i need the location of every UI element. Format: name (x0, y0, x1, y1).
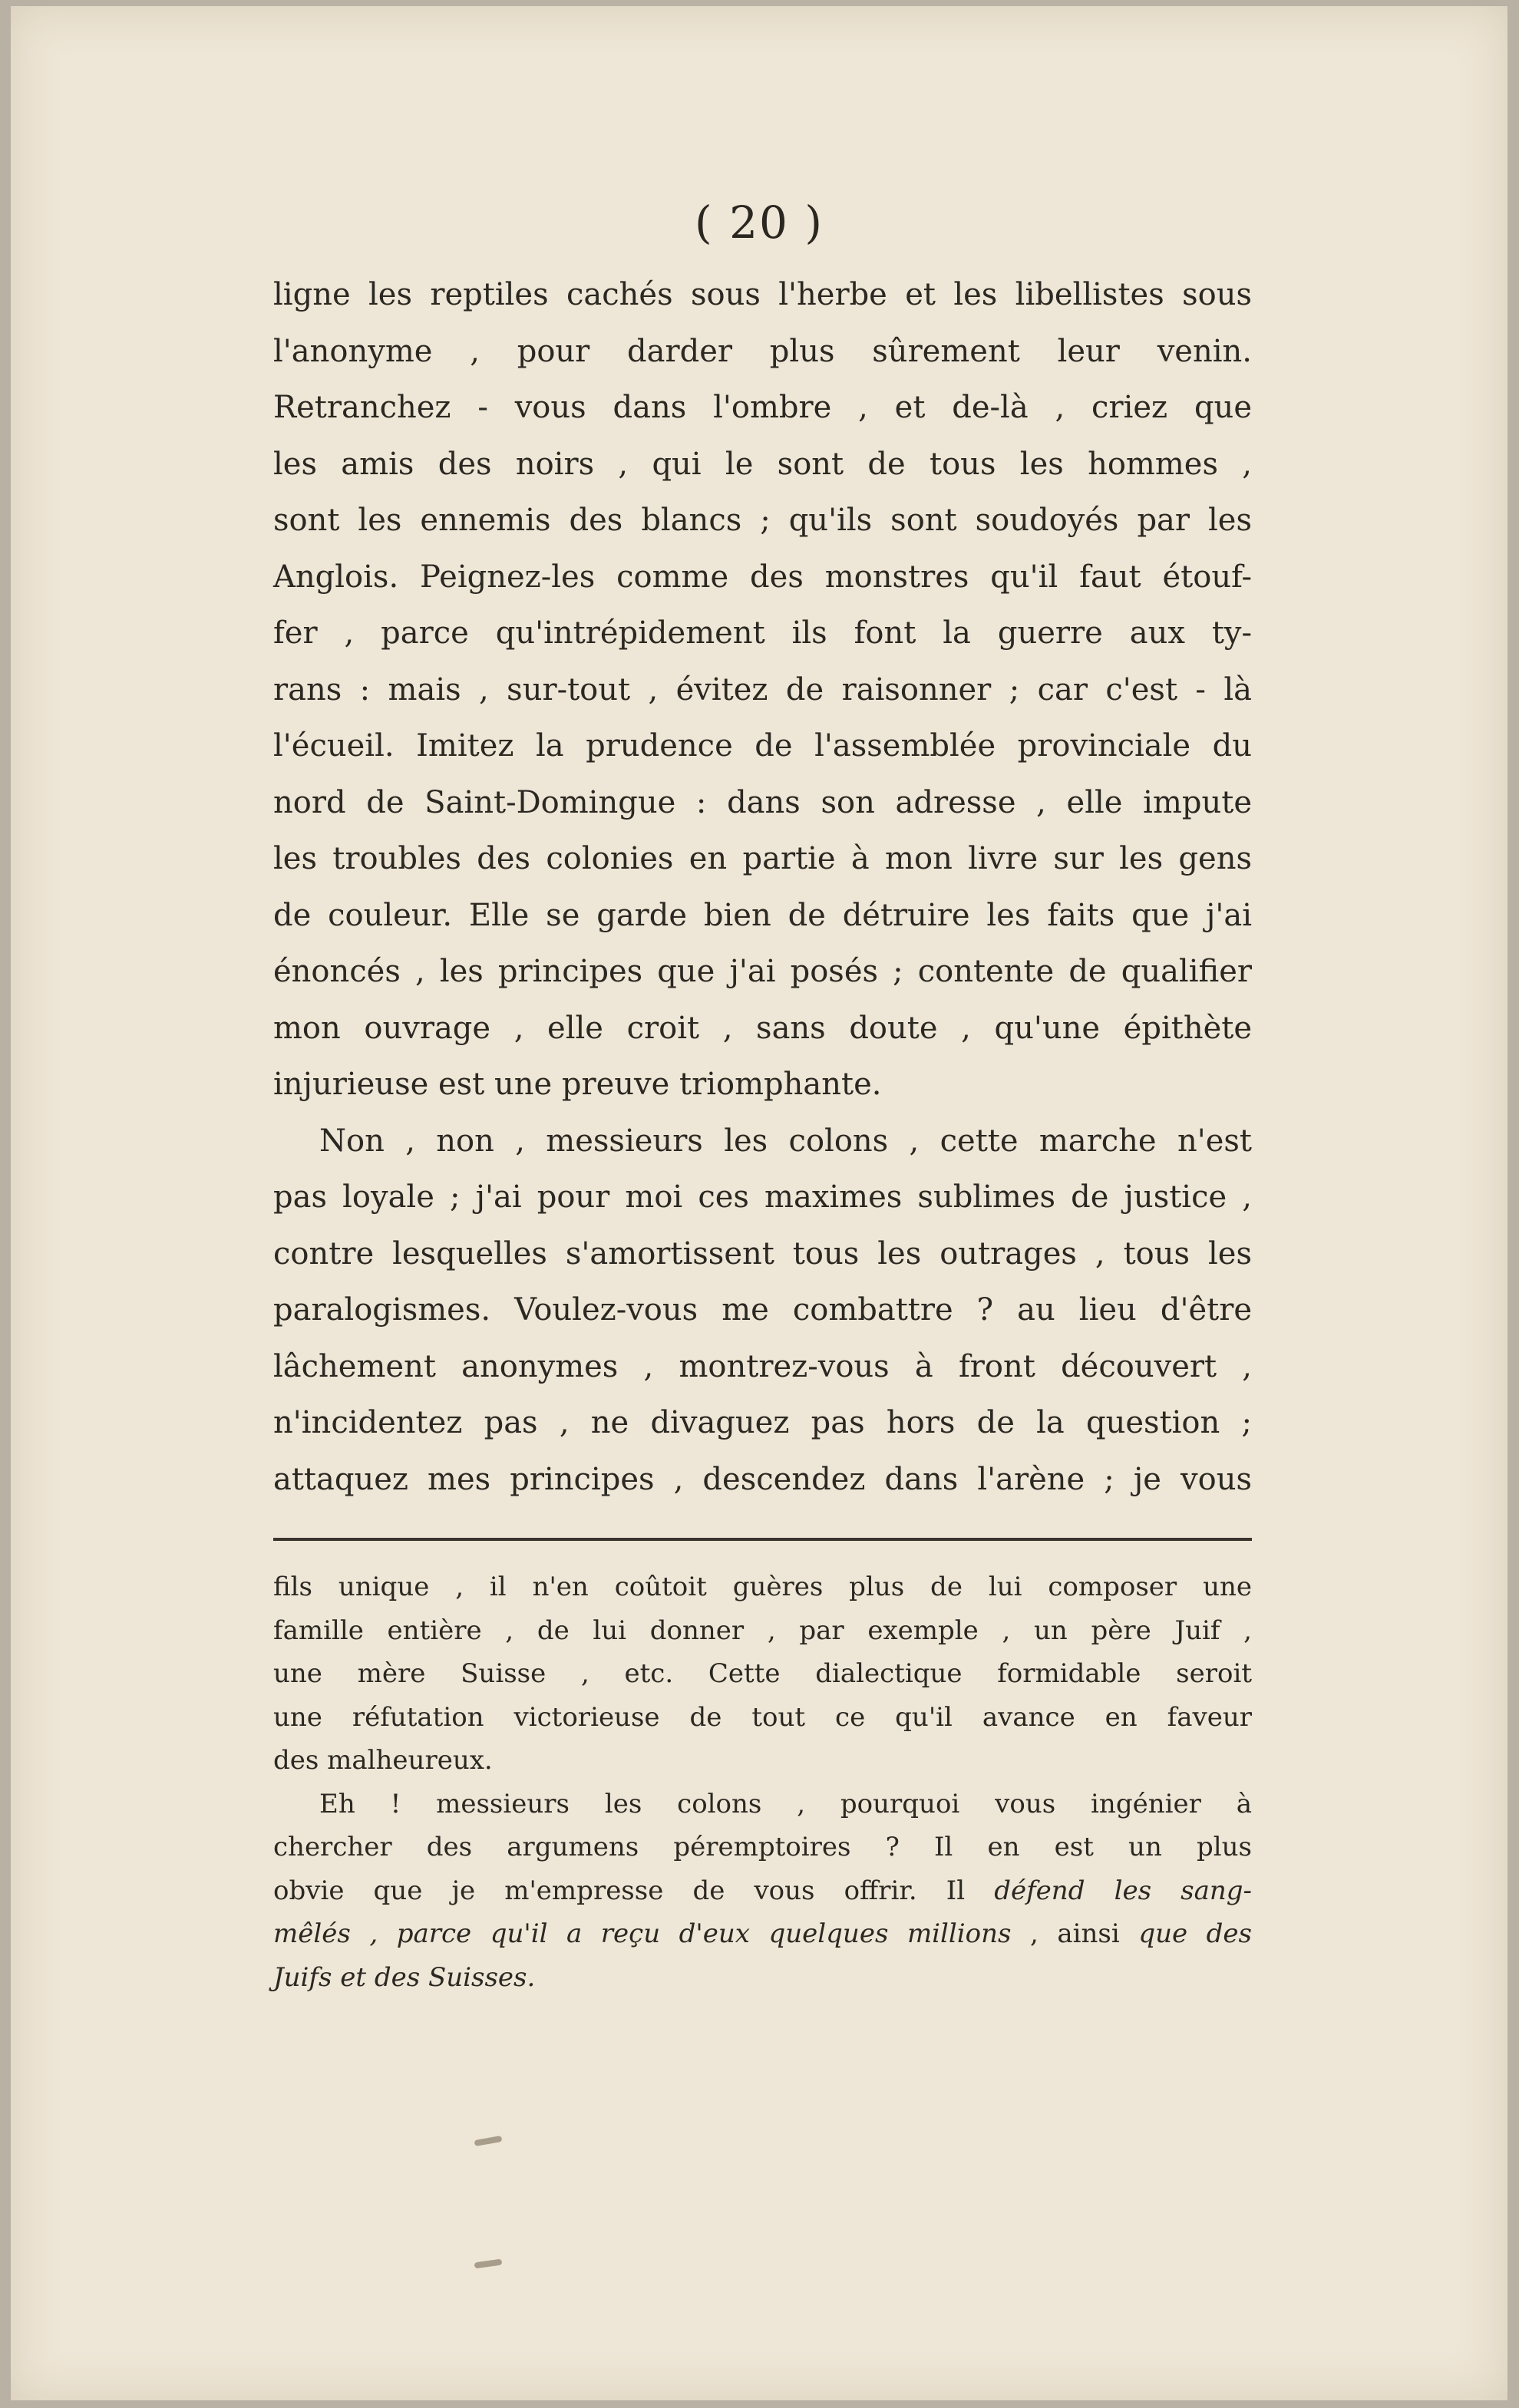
main-line: contre lesquelles s'amortissent tous les outrages , tous les (273, 1235, 1252, 1272)
page-number: ( 20 ) (695, 196, 824, 249)
ink-smudge (474, 2259, 503, 2269)
footnote-line: fils unique , il n'en coûtoit guères plus de lui composer une (273, 1572, 1252, 1602)
main-line: pas loyale ; j'ai pour moi ces maximes sublimes de justice , (273, 1179, 1252, 1215)
main-line: n'incidentez pas , ne divaguez pas hors de la question ; (273, 1405, 1252, 1440)
main-line: de couleur. Elle se garde bien de détruire les faits que j'ai (273, 897, 1252, 933)
footnote-italic-text: Juifs et des Suisses. (273, 1961, 536, 1993)
footnote-text: , ainsi (1011, 1918, 1139, 1949)
main-line: attaquez mes principes , descendez dans l'arène ; je vous (273, 1461, 1252, 1497)
main-line: mon ouvrage , elle croit , sans doute , qu'une épithète (273, 1010, 1252, 1046)
main-text (273, 267, 1252, 1508)
main-line: l'écueil. Imitez la prudence de l'assemblée provinciale du (273, 728, 1252, 764)
main-line: les amis des noirs , qui le sont de tous les hommes , (273, 446, 1252, 482)
footnote-line: des malheureux. (273, 1745, 493, 1776)
main-line: ligne les reptiles cachés sous l'herbe et les libellistes sous (273, 277, 1252, 312)
main-line: injurieuse est une preuve triomphante. (273, 1067, 882, 1102)
main-line: Anglois. Peignez-les comme des monstres qu'il faut étouf- (273, 559, 1252, 595)
main-line: paralogismes. Voulez-vous me combattre ? au lieu d'être (273, 1292, 1252, 1328)
footnote-line: une mère Suisse , etc. Cette dialectique formidable seroit (273, 1658, 1252, 1689)
main-line: fer , parce qu'intrépidement ils font la guerre aux ty- (273, 615, 1252, 651)
main-line: nord de Saint-Domingue : dans son adresse , elle impute (273, 784, 1252, 820)
footnote-italic-text: que des (1138, 1918, 1252, 1949)
footnote (273, 1565, 1252, 1999)
footnote-line: chercher des argumens péremptoires ? Il en est un plus (273, 1832, 1252, 1862)
footnote-text: obvie que je m'empresse de vous offrir. Il (273, 1875, 995, 1906)
main-line: rans : mais , sur-tout , évitez de raisonner ; car c'est - là (273, 671, 1252, 708)
main-line: sont les ennemis des blancs ; qu'ils sont soudoyés par les (273, 503, 1252, 538)
document-page (11, 6, 1507, 2400)
ink-smudge (474, 2136, 503, 2146)
main-line: énoncés , les principes que j'ai posés ; contente de qualifier (273, 954, 1252, 989)
footnote-italic-text: défend les sang- (994, 1875, 1252, 1906)
main-line: les troubles des colonies en partie à mon livre sur les gens (273, 841, 1252, 876)
main-line: l'anonyme , pour darder plus sûrement leur venin. (273, 333, 1252, 369)
main-line: Retranchez - vous dans l'ombre , et de-là , criez que (273, 390, 1252, 425)
main-line: Non , non , messieurs les colons , cette marche n'est (319, 1123, 1252, 1159)
footnote-line: famille entière , de lui donner , par exemple , un père Juif , (273, 1615, 1252, 1646)
footnote-line (273, 1956, 1252, 2000)
footnote-divider (273, 1538, 1252, 1541)
footnote-line: une réfutation victorieuse de tout ce qu'il avance en faveur (273, 1701, 1252, 1733)
main-line: lâchement anonymes , montrez-vous à front découvert , (273, 1348, 1252, 1384)
footnote-line: Eh ! messieurs les colons , pourquoi vous ingénier à (319, 1788, 1252, 1819)
footnote-line (273, 1912, 1252, 1956)
footnote-line (273, 1869, 1252, 1913)
footnote-italic-text: mêlés , parce qu'il a reçu d'eux quelques millions (273, 1918, 1012, 1949)
